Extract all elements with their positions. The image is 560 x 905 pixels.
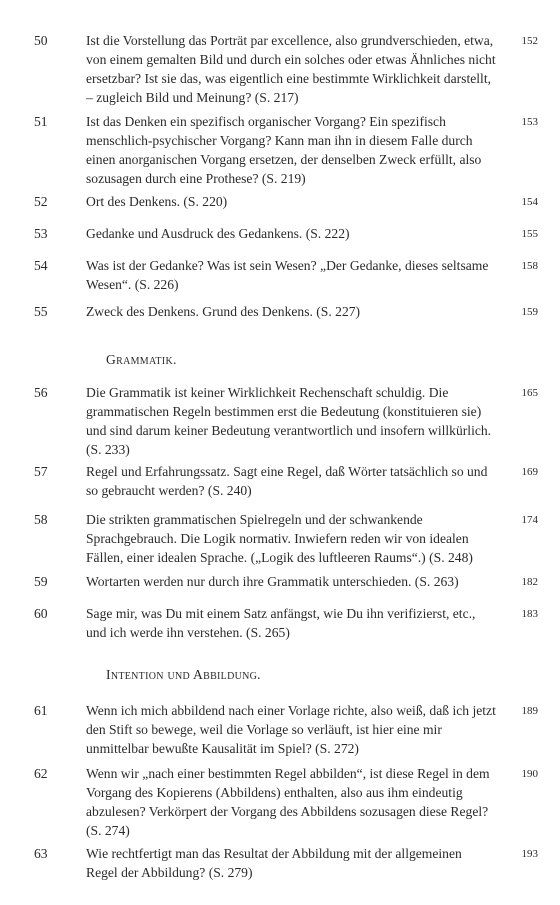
entry-text: Ort des Denkens. (S. 220) xyxy=(86,194,228,209)
entry-page-number: 154 xyxy=(521,196,538,208)
entry-number: 56 xyxy=(34,385,48,400)
entry-text: Zweck des Denkens. Grund des Denkens. (S. 227) xyxy=(86,304,361,319)
entry-number: 53 xyxy=(34,226,48,241)
entry-page-number: 169 xyxy=(521,466,538,478)
entry-number: 63 xyxy=(34,846,48,861)
entry-text: Wortarten werden nur durch ihre Grammatik unterschieden. (S. 263) xyxy=(86,574,459,589)
entry-number: 58 xyxy=(34,512,48,527)
entry-number: 55 xyxy=(34,304,48,319)
entry-text: Sage mir, was Du mit einem Satz anfängst, wie Du ihn verifizierst, etc., und ich werde ihn verstehen. (S. 265) xyxy=(86,606,476,640)
entry-text: Regel und Erfahrungssatz. Sagt eine Regel, daß Wörter tatsächlich so und so gebraucht werden? (S. 240) xyxy=(86,464,488,498)
entry-page-number: 193 xyxy=(521,848,538,860)
entry-number: 54 xyxy=(34,258,48,273)
entry-text: Ist das Denken ein spezifisch organischer Vorgang? Ein spezifisch menschlich-psychischer Vorgang? Kann man ihn in diesem Falle durch einen anorganischen Vorgang ersetzen, der denselben Zweck erfüllt, also sozusagen durch eine Prothese? (S. 219) xyxy=(86,114,482,186)
entry-page-number: 152 xyxy=(521,35,538,47)
entry-text: Wie rechtfertigt man das Resultat der Abbildung mit der allgemeinen Regel der Abbildung? (S. 279) xyxy=(86,846,462,880)
entry-page-number: 190 xyxy=(521,768,538,780)
entry-text: Gedanke und Ausdruck des Gedankens. (S. 222) xyxy=(86,226,350,241)
entry-page-number: 159 xyxy=(521,306,538,318)
entry-page-number: 189 xyxy=(521,705,538,717)
entry-page-number: 183 xyxy=(521,608,538,620)
entry-number: 62 xyxy=(34,766,48,781)
entry-page-number: 155 xyxy=(521,228,538,240)
entry-number: 61 xyxy=(34,703,48,718)
entry-number: 57 xyxy=(34,464,48,479)
entry-text: Wenn wir „nach einer bestimmten Regel abbilden“, ist diese Regel in dem Vorgang des Kopierens (Abbildens) enthalten, also aus ihm eindeutig abzulesen? Verkörpert der Vorgang des Abbildens sozusagen diese Regel? (S. 274) xyxy=(86,766,490,838)
section-heading-intention: Intention und Abbildung. xyxy=(106,667,261,682)
entry-page-number: 158 xyxy=(521,260,538,272)
entry-text: Die strikten grammatischen Spielregeln und der schwankende Sprachgebrauch. Die Logik normativ. Inwiefern reden wir von idealen Fällen, einer idealen Sprache. („Logik des luftleeren Raums“.) (S. 248) xyxy=(86,512,473,565)
entry-number: 50 xyxy=(34,33,48,48)
entry-page-number: 153 xyxy=(521,116,538,128)
entry-text: Die Grammatik ist keiner Wirklichkeit Rechenschaft schuldig. Die grammatischen Regeln bestimmen erst die Bedeutung (konstituieren sie) und sind darum keiner Bedeutung verantwortlich und insofern willkürlich. (S. 233) xyxy=(86,385,492,457)
entry-text: Was ist der Gedanke? Was ist sein Wesen? „Der Gedanke, dieses seltsame Wesen“. (S. 226) xyxy=(86,258,489,292)
entry-number: 51 xyxy=(34,114,48,129)
entry-number: 59 xyxy=(34,574,48,589)
entry-page-number: 174 xyxy=(521,514,538,526)
entry-number: 52 xyxy=(34,194,48,209)
section-heading-grammatik: Grammatik. xyxy=(106,352,177,367)
entry-text: Wenn ich mich abbildend nach einer Vorlage richte, also weiß, daß ich jetzt den Stift so bewege, weil die Vorlage so verläuft, ist hier eine mir unmittelbar bewußte Kausalität im Spiel? (S. 272) xyxy=(86,703,496,756)
entry-page-number: 182 xyxy=(521,576,538,588)
entry-page-number: 165 xyxy=(521,387,538,399)
entry-text: Ist die Vorstellung das Porträt par excellence, also grundverschieden, etwa, von einem gemalten Bild und durch ein solches oder etwas Ähnliches nicht ersetzbar? Ist sie das, was eigentlich eine bestimmte Wirklichkeit darstellt, – zugleich Bild und Meinung? (S. 217) xyxy=(86,33,496,105)
entry-number: 60 xyxy=(34,606,48,621)
